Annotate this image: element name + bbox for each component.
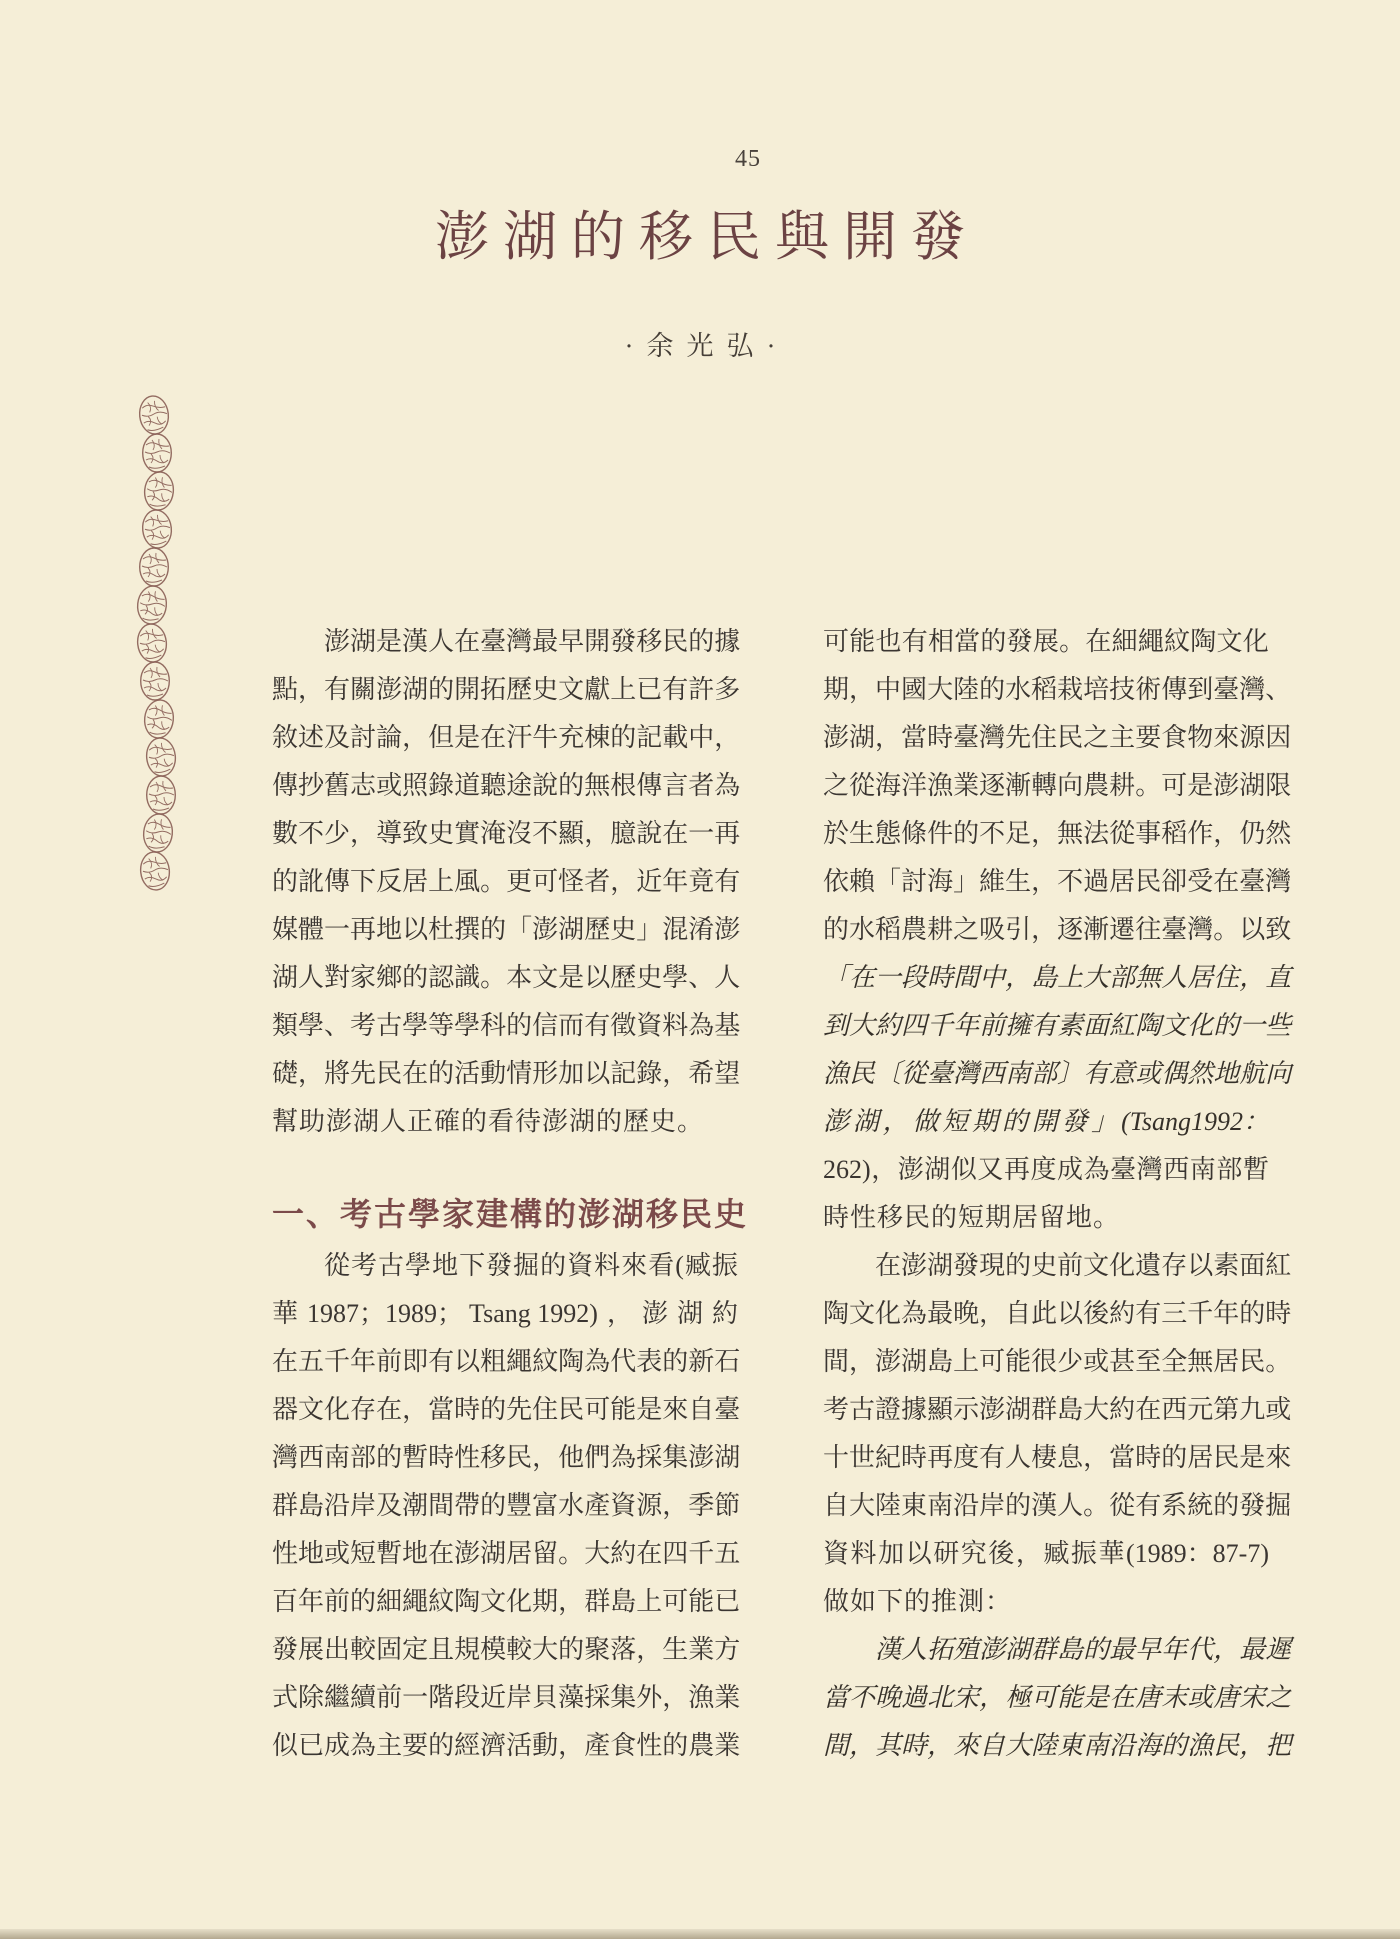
text-line: 湖 人 對 家 鄉 的 認 識 。 本 文 是 以 歷 史 學 、 人 xyxy=(272,963,741,992)
author-name: ·余光弘· xyxy=(624,331,789,361)
section-heading: 一、考古學家建構的澎湖移民史 xyxy=(272,1196,749,1232)
text-line: 似 已 成 為 主 要 的 經 濟 活 動 ， 產 食 性 的 農 業 xyxy=(272,1731,741,1760)
text-line: 礎 ， 將 先 民 在 的 活 動 情 形 加 以 記 錄 ， 希 望 xyxy=(272,1059,741,1088)
text-line: 數 不 少 ， 導 致 史 實 淹 沒 不 顯 ， 臆 說 在 一 再 xyxy=(272,819,741,848)
text-line: 傳 抄 舊 志 或 照 錄 道 聽 途 說 的 無 根 傳 言 者 為 xyxy=(272,771,741,800)
text-line: 間 ， 其 時 ， 來 自 大 陸 東 南 沿 海 的 漁 民 ， 把 xyxy=(823,1731,1292,1760)
text-line: 之 從 海 洋 漁 業 逐 漸 轉 向 農 耕 。 可 是 澎 湖 限 xyxy=(823,771,1292,800)
text-line: 自 大 陸 東 南 沿 岸 的 漢 人 。 從 有 系 統 的 發 掘 xyxy=(823,1491,1292,1520)
text-line: 在 五 千 年 前 即 有 以 粗 繩 紋 陶 為 代 表 的 新 石 xyxy=(272,1347,741,1376)
left-text-column xyxy=(272,618,749,1770)
text-line: 澎 湖 是 漢 人 在 臺 灣 最 早 開 發 移 民 的 據 xyxy=(324,627,741,656)
text-line: 澎 湖 ， 當 時 臺 灣 先 住 民 之 主 要 食 物 來 源 因 xyxy=(823,723,1292,752)
text-line: 「 在 一 段 時 間 中 ， 島 上 大 部 無 人 居 住 ， 直 xyxy=(823,963,1292,992)
text-line: 間 ， 澎 湖 島 上 可 能 很 少 或 甚 至 全 無 居 民 。 xyxy=(823,1347,1292,1376)
text-line: 在 澎 湖 發 現 的 史 前 文 化 遺 存 以 素 面 紅 xyxy=(875,1251,1292,1280)
text-line: 時性移民的短期居留地。 xyxy=(823,1203,1121,1232)
text-line: 發 展 出 較 固 定 且 規 模 較 大 的 聚 落 ， 生 業 方 xyxy=(272,1635,741,1664)
oval-seal-icon xyxy=(137,848,173,894)
text-line: 的 水 稻 農 耕 之 吸 引 ， 逐 漸 遷 往 臺 灣 。 以 致 xyxy=(823,915,1292,944)
text-line: 可 能 也 有 相 當 的 發 展 。 在 細 繩 紋 陶 文 化 xyxy=(823,627,1269,656)
text-line: 點 ， 有 關 澎 湖 的 開 拓 歷 史 文 獻 上 已 有 許 多 xyxy=(272,675,741,704)
text-line: 從 考 古 學 地 下 發 掘 的 資 料 來 看 ( 臧 振 xyxy=(324,1251,738,1280)
text-line: 性 地 或 短 暫 地 在 澎 湖 居 留 。 大 約 在 四 千 五 xyxy=(272,1539,741,1568)
text-line: 敘 述 及 討 論 ， 但 是 在 汗 牛 充 棟 的 記 載 中 ， xyxy=(272,723,741,752)
text-line: 幫助澎湖人正確的看待澎湖的歷史。 xyxy=(272,1107,705,1136)
text-line: 當 不 晚 過 北 宋 ， 極 可 能 是 在 唐 末 或 唐 宋 之 xyxy=(823,1683,1292,1712)
text-line: 依 賴 「 討 海 」 維 生 ， 不 過 居 民 卻 受 在 臺 灣 xyxy=(823,867,1292,896)
seal-stamp-chain-icon xyxy=(128,392,192,912)
text-line: 群 島 沿 岸 及 潮 間 帶 的 豐 富 水 產 資 源 ， 季 節 xyxy=(272,1491,741,1520)
text-line: 百 年 前 的 細 繩 紋 陶 文 化 期 ， 群 島 上 可 能 已 xyxy=(272,1587,741,1616)
text-line: 到 大 約 四 千 年 前 擁 有 素 面 紅 陶 文 化 的 一 些 xyxy=(823,1011,1292,1040)
text-line: 陶 文 化 為 最 晚 ， 自 此 以 後 約 有 三 千 年 的 時 xyxy=(823,1299,1292,1328)
text-line: 澎 湖 ， 做 短 期 的 開 發 」 (Tsang1992： xyxy=(823,1107,1269,1136)
text-line: 做如下的推測： xyxy=(823,1587,1013,1616)
text-line: 漢 人 拓 殖 澎 湖 群 島 的 最 早 年 代 ， 最 遲 xyxy=(875,1635,1292,1664)
text-line: 262) ， 澎 湖 似 又 再 度 成 為 臺 灣 西 南 部 暫 xyxy=(823,1155,1269,1184)
right-text-column xyxy=(823,618,1292,1770)
text-line: 於 生 態 條 件 的 不 足 ， 無 法 從 事 稻 作 ， 仍 然 xyxy=(823,819,1292,848)
text-line: 十 世 紀 時 再 度 有 人 棲 息 ， 當 時 的 居 民 是 來 xyxy=(823,1443,1292,1472)
text-line: 漁 民 〔 從 臺 灣 西 南 部 〕 有 意 或 偶 然 地 航 向 xyxy=(823,1059,1292,1088)
text-line: 類 學 、 考 古 學 等 學 科 的 信 而 有 徵 資 料 為 基 xyxy=(272,1011,741,1040)
page-number: 45 xyxy=(735,146,761,172)
text-line: 灣 西 南 部 的 暫 時 性 移 民 ， 他 們 為 採 集 澎 湖 xyxy=(272,1443,741,1472)
article-title: 澎湖的移民與開發 xyxy=(435,207,979,267)
text-line: 器 文 化 存 在 ， 當 時 的 先 住 民 可 能 是 來 自 臺 xyxy=(272,1395,741,1424)
text-line: 考 古 證 據 顯 示 澎 湖 群 島 大 約 在 西 元 第 九 或 xyxy=(823,1395,1292,1424)
text-line: 期 ， 中 國 大 陸 的 水 稻 栽 培 技 術 傳 到 臺 灣 、 xyxy=(823,675,1292,704)
text-line: 的 訛 傳 下 反 居 上 風 。 更 可 怪 者 ， 近 年 竟 有 xyxy=(272,867,741,896)
text-line: 資 料 加 以 研 究 後 ， 臧 振 華 (1989：87-7) xyxy=(823,1539,1269,1568)
text-line: 式 除 繼 續 前 一 階 段 近 岸 貝 藻 採 集 外 ， 漁 業 xyxy=(272,1683,741,1712)
text-line: 華 1987；1989； Tsang 1992) ， 澎 湖 約 xyxy=(272,1299,738,1328)
text-line: 媒 體 一 再 地 以 杜 撰 的 「 澎 湖 歷 史 」 混 淆 澎 xyxy=(272,915,741,944)
